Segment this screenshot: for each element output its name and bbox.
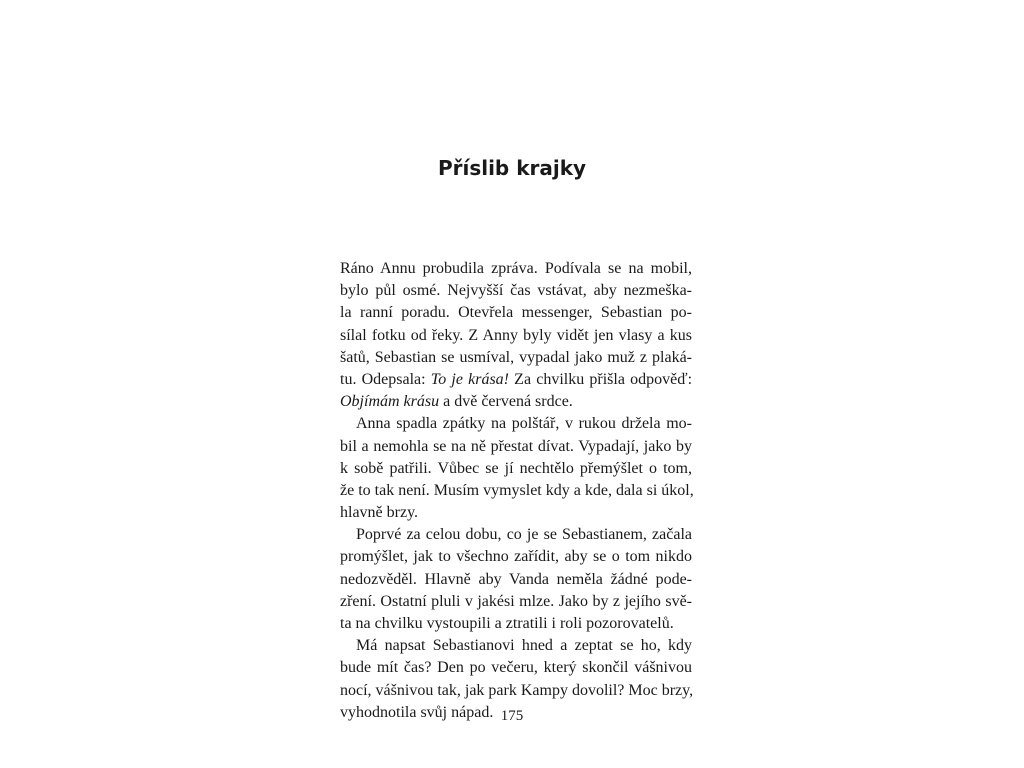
text-segment: promýšlet, jak to všechno zařídit, aby se o tom nikdo xyxy=(340,548,692,566)
chapter-body-text xyxy=(340,258,692,724)
text-line xyxy=(340,302,692,324)
text-segment: Za chvilku přišla odpověď: xyxy=(509,370,693,388)
text-segment: že to tak není. Musím vymyslet kdy a kde, dala si úkol, xyxy=(340,481,694,499)
chapter-title: Příslib krajky xyxy=(437,156,587,180)
paragraph xyxy=(340,258,692,413)
text-segment: k sobě patřili. Vůbec se jí nechtělo přemýšlet o tom, xyxy=(340,459,692,477)
italic-text: Objímám krásu xyxy=(340,393,440,411)
paragraph xyxy=(340,413,692,524)
text-line xyxy=(340,413,692,435)
text-segment: ta na chvilku vystoupili a ztratili i roli pozorovatelů. xyxy=(340,615,674,632)
text-line xyxy=(340,325,692,347)
text-segment: Anna spadla zpátky na polštář, v rukou držela mo- xyxy=(356,415,692,433)
text-line xyxy=(340,657,692,679)
text-line xyxy=(340,436,692,458)
text-segment: šatů, Sebastian se usmíval, vypadal jako muž z plaká- xyxy=(340,348,692,366)
text-line xyxy=(340,502,692,524)
text-segment: zření. Ostatní pluli v jakési mlze. Jako by z jejího svě- xyxy=(340,592,692,610)
text-line xyxy=(340,458,692,480)
text-segment: Ráno Annu probudila zpráva. Podívala se na mobil, xyxy=(340,260,692,277)
text-segment: hlavně brzy. xyxy=(340,504,419,522)
text-line xyxy=(340,546,692,568)
text-segment: bylo půl osmé. Nejvyšší čas vstávat, aby nezmeška- xyxy=(340,282,692,300)
text-line xyxy=(340,258,692,280)
text-line xyxy=(340,524,692,546)
text-segment: tu. Odepsala: xyxy=(340,370,431,388)
text-segment: vyhodnotila svůj nápad. xyxy=(340,703,494,721)
text-line xyxy=(340,569,692,591)
text-segment: nocí, vášnivou tak, jak park Kampy dovolil? Moc brzy, xyxy=(340,681,694,699)
text-line xyxy=(340,369,692,391)
text-line xyxy=(340,635,692,657)
page-number: 175 xyxy=(500,708,524,724)
italic-text: To je krása! xyxy=(430,370,509,388)
text-segment: nedozvěděl. Hlavně aby Vanda neměla žádné pode- xyxy=(340,570,692,588)
paragraph xyxy=(340,524,692,635)
text-line xyxy=(340,480,692,502)
text-segment: Poprvé za celou dobu, co je se Sebastianem, začala xyxy=(356,526,692,544)
text-segment: sílal fotku od řeky. Z Anny byly vidět jen vlasy a kus xyxy=(340,326,692,344)
text-segment: bil a nemohla se na ně přestat dívat. Vypadají, jako by xyxy=(340,437,692,455)
text-segment: Má napsat Sebastianovi hned a zeptat se ho, kdy xyxy=(356,637,692,655)
text-line xyxy=(340,280,692,302)
text-line xyxy=(340,347,692,369)
text-line xyxy=(340,613,692,635)
text-segment: la ranní poradu. Otevřela messenger, Sebastian po- xyxy=(340,304,692,322)
text-line xyxy=(340,591,692,613)
text-segment: a dvě červená srdce. xyxy=(439,393,573,411)
text-segment: bude mít čas? Den po večeru, který skončil vášnivou xyxy=(340,659,692,677)
text-line xyxy=(340,391,692,413)
text-line xyxy=(340,680,692,702)
